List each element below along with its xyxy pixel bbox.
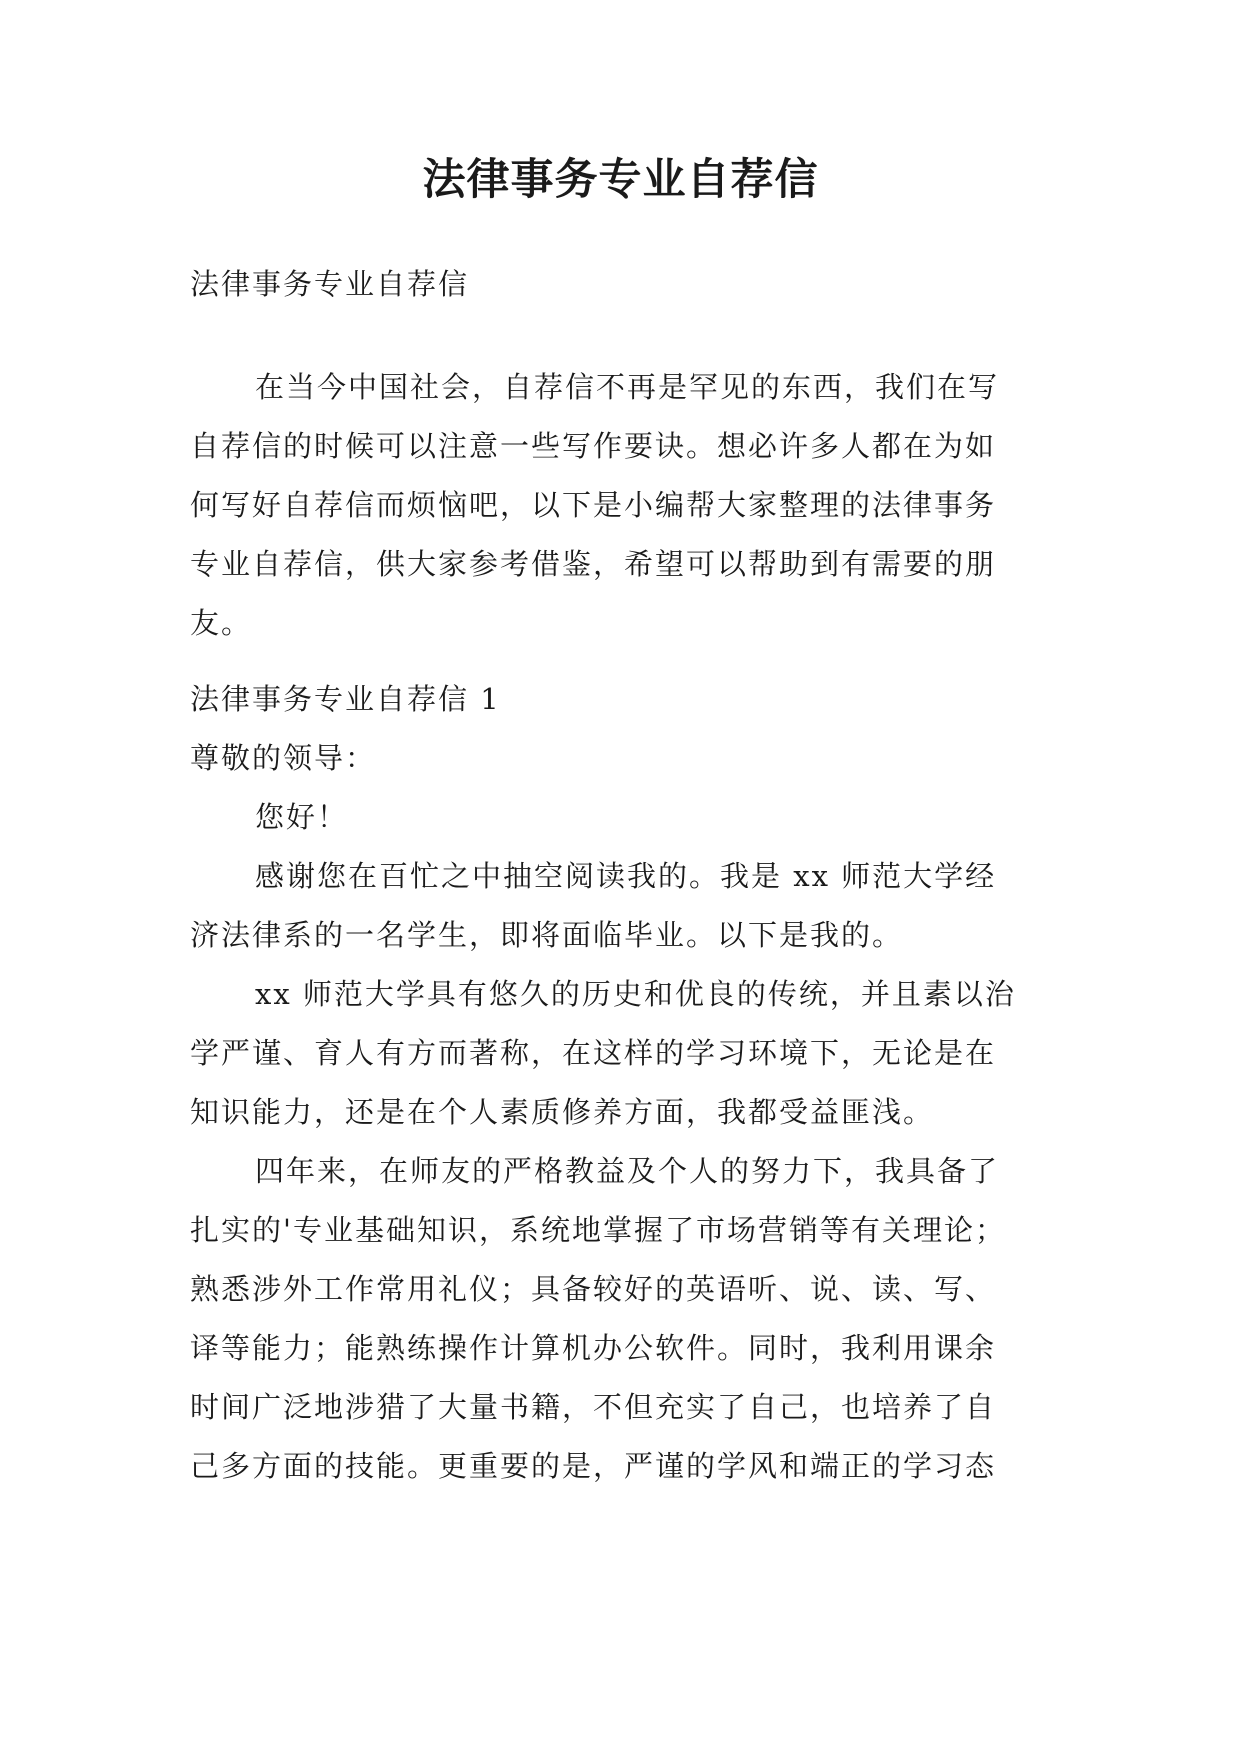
paragraph-line: 译等能力；能熟练操作计算机办公软件。同时，我利用课余 [190,1331,997,1365]
paragraph-line: xx 师范大学具有悠久的历史和优良的传统，并且素以治 [255,977,1016,1011]
paragraph-line: 知识能力，还是在个人素质修养方面，我都受益匪浅。 [190,1095,935,1129]
paragraph-line: 济法律系的一名学生，即将面临毕业。以下是我的。 [190,918,904,952]
salutation: 尊敬的领导： [190,741,377,775]
document-title: 法律事务专业自荐信 [422,155,819,205]
paragraph-line: 熟悉涉外工作常用礼仪；具备较好的英语听、说、读、写、 [190,1272,997,1306]
intro-line: 自荐信的时候可以注意一些写作要诀。想必许多人都在为如 [190,429,997,463]
paragraph-line: 扎实的'专业基础知识，系统地掌握了市场营销等有关理论； [190,1213,1006,1247]
intro-line: 何写好自荐信而烦恼吧，以下是小编帮大家整理的法律事务 [190,488,997,522]
intro-line: 友。 [190,606,253,640]
intro-line: 在当今中国社会，自荐信不再是罕见的东西，我们在写 [255,370,1000,404]
intro-paragraph [190,358,1070,653]
section-heading: 法律事务专业自荐信 1 [190,682,501,716]
paragraph-line: 四年来，在师友的严格教益及个人的努力下，我具备了 [255,1154,1000,1188]
paragraph-line: 学严谨、育人有方而著称，在这样的学习环境下，无论是在 [190,1036,997,1070]
subtitle-line: 法律事务专业自荐信 [190,267,470,301]
letter-body [190,670,1070,1496]
greeting: 您好！ [255,800,349,834]
paragraph-line: 己多方面的技能。更重要的是，严谨的学风和端正的学习态 [190,1449,997,1483]
intro-line: 专业自荐信，供大家参考借鉴，希望可以帮助到有需要的朋 [190,547,997,581]
paragraph-line: 感谢您在百忙之中抽空阅读我的。我是 xx 师范大学经 [255,859,997,893]
paragraph-line: 时间广泛地涉猎了大量书籍，不但充实了自己，也培养了自 [190,1390,997,1424]
document-subtitle [190,255,1070,314]
